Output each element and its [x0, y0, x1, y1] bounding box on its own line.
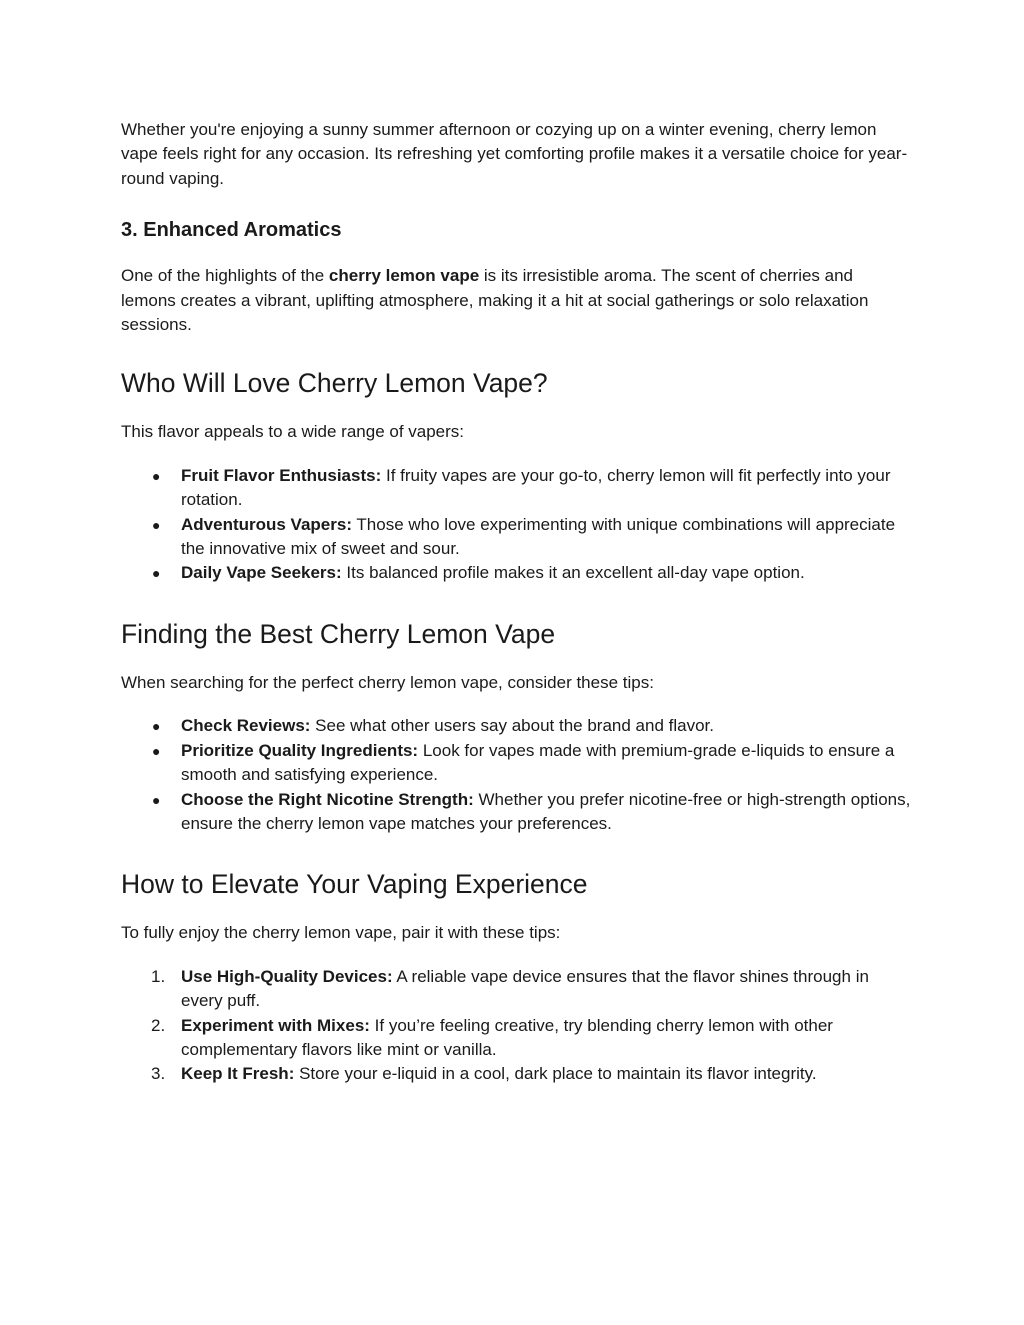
- item-label: Fruit Flavor Enthusiasts:: [181, 465, 382, 485]
- aromatics-text-before: One of the highlights of the: [121, 266, 329, 286]
- number-marker: 3.: [151, 1064, 166, 1084]
- item-text: A reliable vape device ensures that the flavor shines through in every puff.: [181, 966, 869, 1011]
- intro-paragraph: Whether you're enjoying a sunny summer afternoon or cozying up on a winter evening, cherry lemon vape feels right for any occasion. Its refreshing yet comforting profile makes it a versatile choice for year-round vaping.: [121, 120, 908, 188]
- list-item: [121, 513, 911, 562]
- bullet-marker: ●: [152, 467, 161, 484]
- list-item: [121, 1014, 911, 1063]
- item-label: Daily Vape Seekers:: [181, 563, 342, 583]
- item-label: Choose the Right Nicotine Strength:: [181, 789, 474, 809]
- finding-heading: Finding the Best Cherry Lemon Vape: [121, 618, 556, 649]
- item-text: If fruity vapes are your go-to, cherry lemon will fit perfectly into your rotation.: [181, 465, 891, 510]
- who-intro: This flavor appeals to a wide range of vapers:: [121, 422, 465, 442]
- bullet-marker: ●: [152, 742, 161, 759]
- item-text: Those who love experimenting with unique combinations will appreciate the innovative mix of sweet and sour.: [181, 514, 896, 559]
- list-item: [121, 1062, 911, 1086]
- aromatics-paragraph: [121, 264, 911, 337]
- aromatics-text-after: is its irresistible aroma. The scent of cherries and lemons creates a vibrant, uplifting atmosphere, making it a hit at social gatherings or solo relaxation sessions.: [121, 266, 869, 335]
- bullet-marker: ●: [152, 718, 161, 735]
- list-item: [121, 561, 911, 585]
- list-item: [121, 788, 911, 837]
- finding-intro: When searching for the perfect cherry lemon vape, consider these tips:: [121, 672, 654, 692]
- number-marker: 2.: [151, 1015, 166, 1035]
- item-label: Keep It Fresh:: [181, 1064, 295, 1084]
- number-marker: 1.: [151, 966, 166, 986]
- item-text: See what other users say about the brand and flavor.: [310, 716, 714, 736]
- list-item: [121, 739, 911, 788]
- aromatics-text-bold: cherry lemon vape: [328, 266, 480, 286]
- elevate-heading: How to Elevate Your Vaping Experience: [121, 869, 588, 900]
- bullet-marker: ●: [152, 565, 161, 582]
- item-label: Check Reviews:: [181, 716, 311, 736]
- who-list: [121, 464, 911, 586]
- bullet-marker: ●: [152, 791, 161, 808]
- item-label: Experiment with Mixes:: [181, 1015, 370, 1035]
- finding-list: [121, 714, 911, 836]
- item-label: Use High-Quality Devices:: [181, 966, 393, 986]
- bullet-marker: ●: [152, 516, 161, 533]
- item-label: Adventurous Vapers:: [181, 514, 352, 534]
- elevate-intro: To fully enjoy the cherry lemon vape, pair it with these tips:: [121, 923, 561, 943]
- item-text: Store your e-liquid in a cool, dark place to maintain its flavor integrity.: [294, 1064, 817, 1084]
- list-item: [121, 464, 911, 513]
- item-text: Its balanced profile makes it an excellent all-day vape option.: [341, 563, 805, 583]
- aromatics-heading: 3. Enhanced Aromatics: [121, 219, 342, 242]
- who-heading: Who Will Love Cherry Lemon Vape?: [121, 368, 548, 399]
- item-label: Prioritize Quality Ingredients:: [181, 740, 419, 760]
- list-item: [121, 714, 911, 738]
- elevate-list: [121, 965, 911, 1087]
- item-text: If you’re feeling creative, try blending cherry lemon with other complementary flavors like mint or vanilla.: [181, 1015, 833, 1059]
- item-text: Whether you prefer nicotine-free or high-strength options, ensure the cherry lemon vape matches your preferences.: [181, 789, 911, 833]
- item-text: Look for vapes made with premium-grade e-liquids to ensure a smooth and satisfying experience.: [181, 740, 895, 785]
- document-page: [121, 118, 911, 1087]
- list-item: [121, 965, 911, 1014]
